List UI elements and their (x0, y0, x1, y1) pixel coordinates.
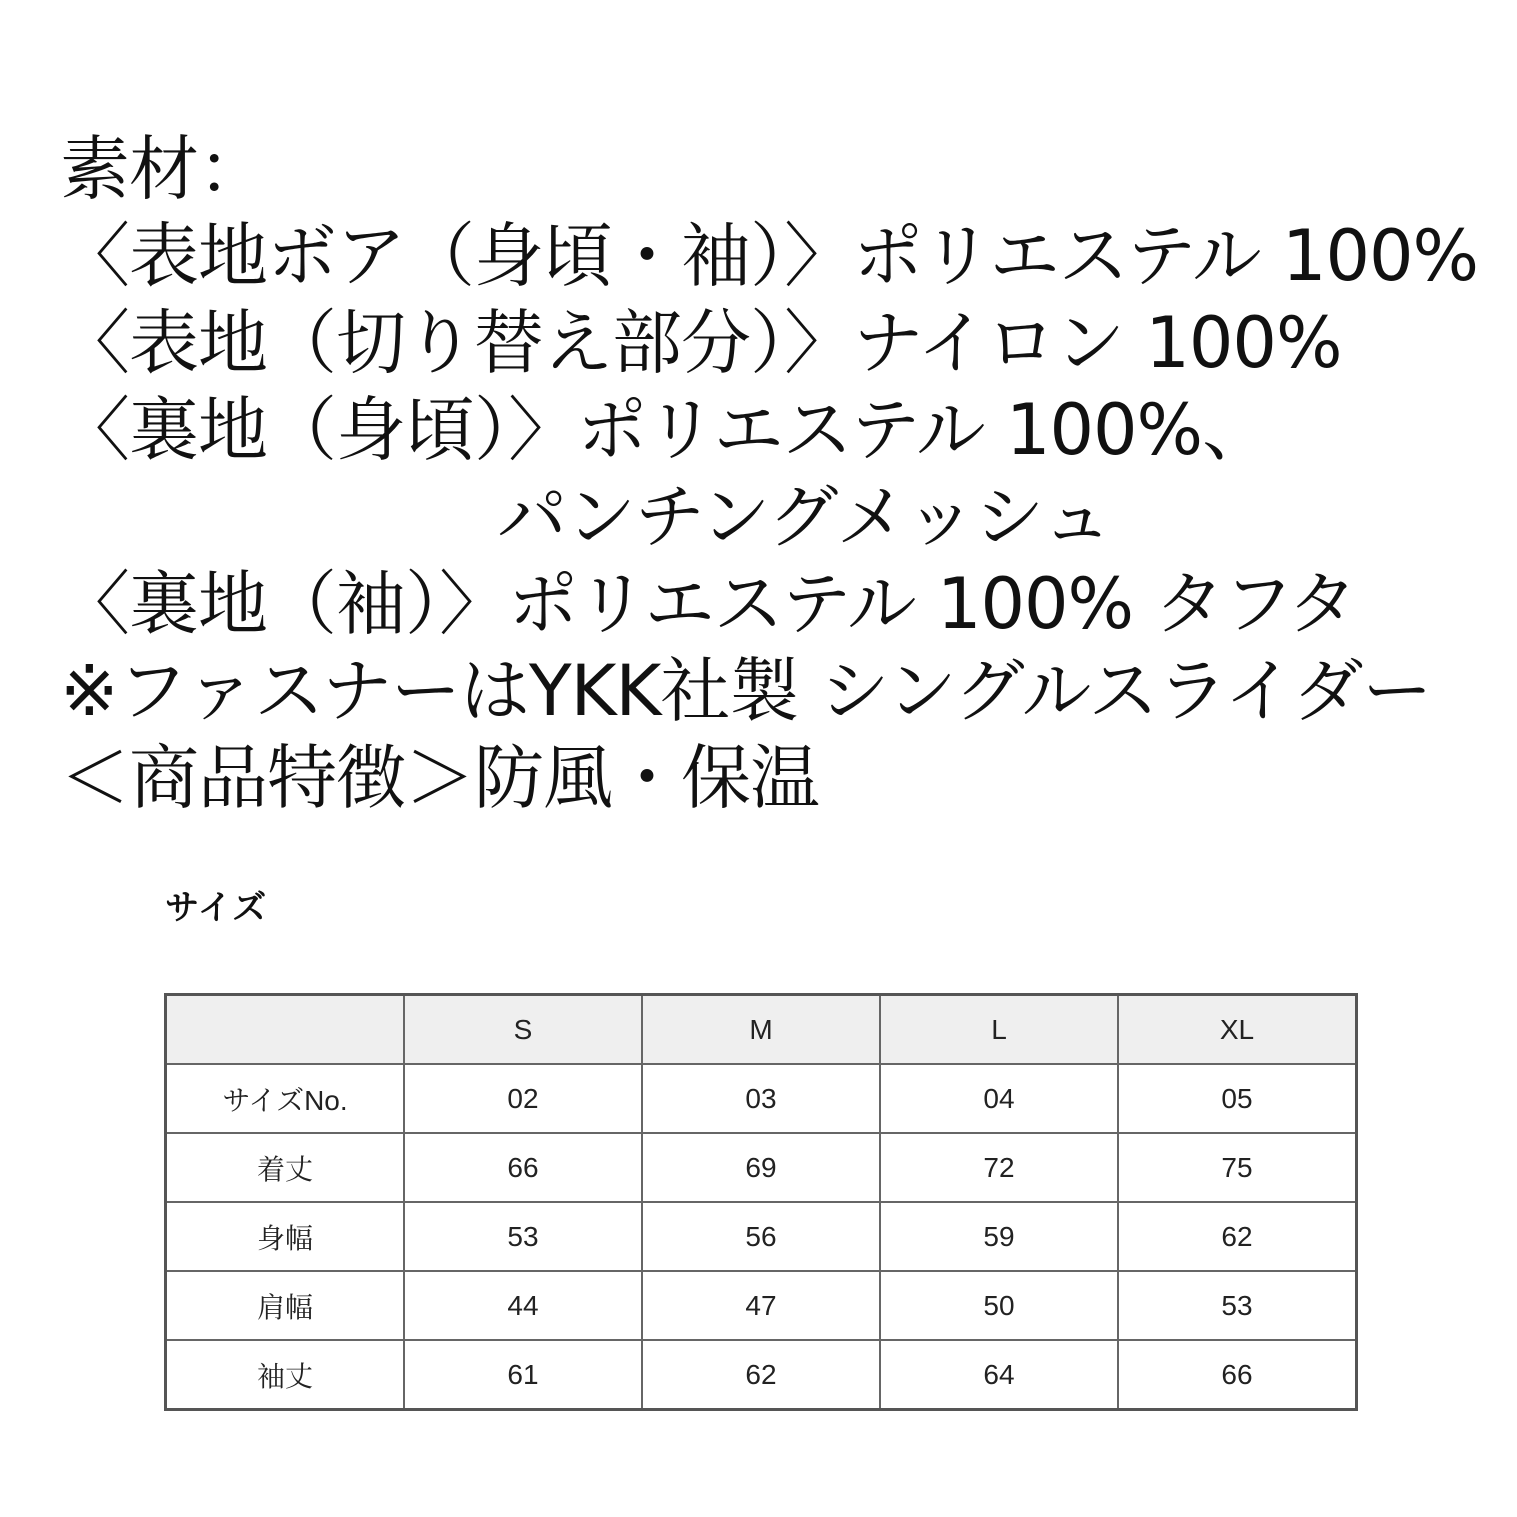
table-cell: 47 (642, 1271, 880, 1340)
table-header-cell: L (880, 995, 1118, 1065)
table-header-cell (166, 995, 405, 1065)
materials-section (60, 126, 1480, 822)
row-label: 袖丈 (166, 1340, 405, 1410)
size-table (164, 993, 1358, 1411)
size-heading: サイズ (165, 888, 268, 928)
table-cell: 56 (642, 1202, 880, 1271)
table-cell: 50 (880, 1271, 1118, 1340)
table-row (166, 1133, 1357, 1202)
table-header-row (166, 995, 1357, 1065)
table-cell: 02 (404, 1064, 642, 1133)
table-cell: 75 (1118, 1133, 1357, 1202)
row-label: 着丈 (166, 1133, 405, 1202)
table-cell: 69 (642, 1133, 880, 1202)
table-row (166, 1271, 1357, 1340)
table-cell: 03 (642, 1064, 880, 1133)
materials-line-features: ＜商品特徴＞防風・保温 (60, 737, 819, 819)
table-cell: 44 (404, 1271, 642, 1340)
table-cell: 61 (404, 1340, 642, 1410)
row-label: 身幅 (166, 1202, 405, 1271)
materials-title: 素材： (60, 128, 267, 210)
materials-line-lining-sleeve: 〈裏地（袖）〉ポリエステル 100% タフタ (60, 563, 1357, 645)
table-row (166, 1064, 1357, 1133)
materials-line-zipper-note: ※ファスナーはYKK社製 シングルスライダー (60, 650, 1432, 732)
table-cell: 05 (1118, 1064, 1357, 1133)
table-cell: 72 (880, 1133, 1118, 1202)
table-cell: 62 (1118, 1202, 1357, 1271)
table-cell: 59 (880, 1202, 1118, 1271)
materials-line-lining-body-cont: パンチングメッシュ (497, 476, 1111, 558)
table-cell: 62 (642, 1340, 880, 1410)
table-cell: 53 (404, 1202, 642, 1271)
table-cell: 66 (404, 1133, 642, 1202)
row-label: サイズNo. (166, 1064, 405, 1133)
table-header-cell: S (404, 995, 642, 1065)
materials-line-outer-boa: 〈表地ボア（身頃・袖）〉ポリエステル 100% (60, 215, 1479, 297)
table-cell: 04 (880, 1064, 1118, 1133)
table-header-cell: M (642, 995, 880, 1065)
materials-line-lining-body: 〈裏地（身頃）〉ポリエステル 100%、 (60, 389, 1272, 471)
table-cell: 53 (1118, 1271, 1357, 1340)
table-row (166, 1340, 1357, 1410)
table-cell: 64 (880, 1340, 1118, 1410)
table-row (166, 1202, 1357, 1271)
row-label: 肩幅 (166, 1271, 405, 1340)
table-cell: 66 (1118, 1340, 1357, 1410)
materials-line-outer-switch: 〈表地（切り替え部分）〉ナイロン 100% (60, 302, 1342, 384)
table-header-cell: XL (1118, 995, 1357, 1065)
